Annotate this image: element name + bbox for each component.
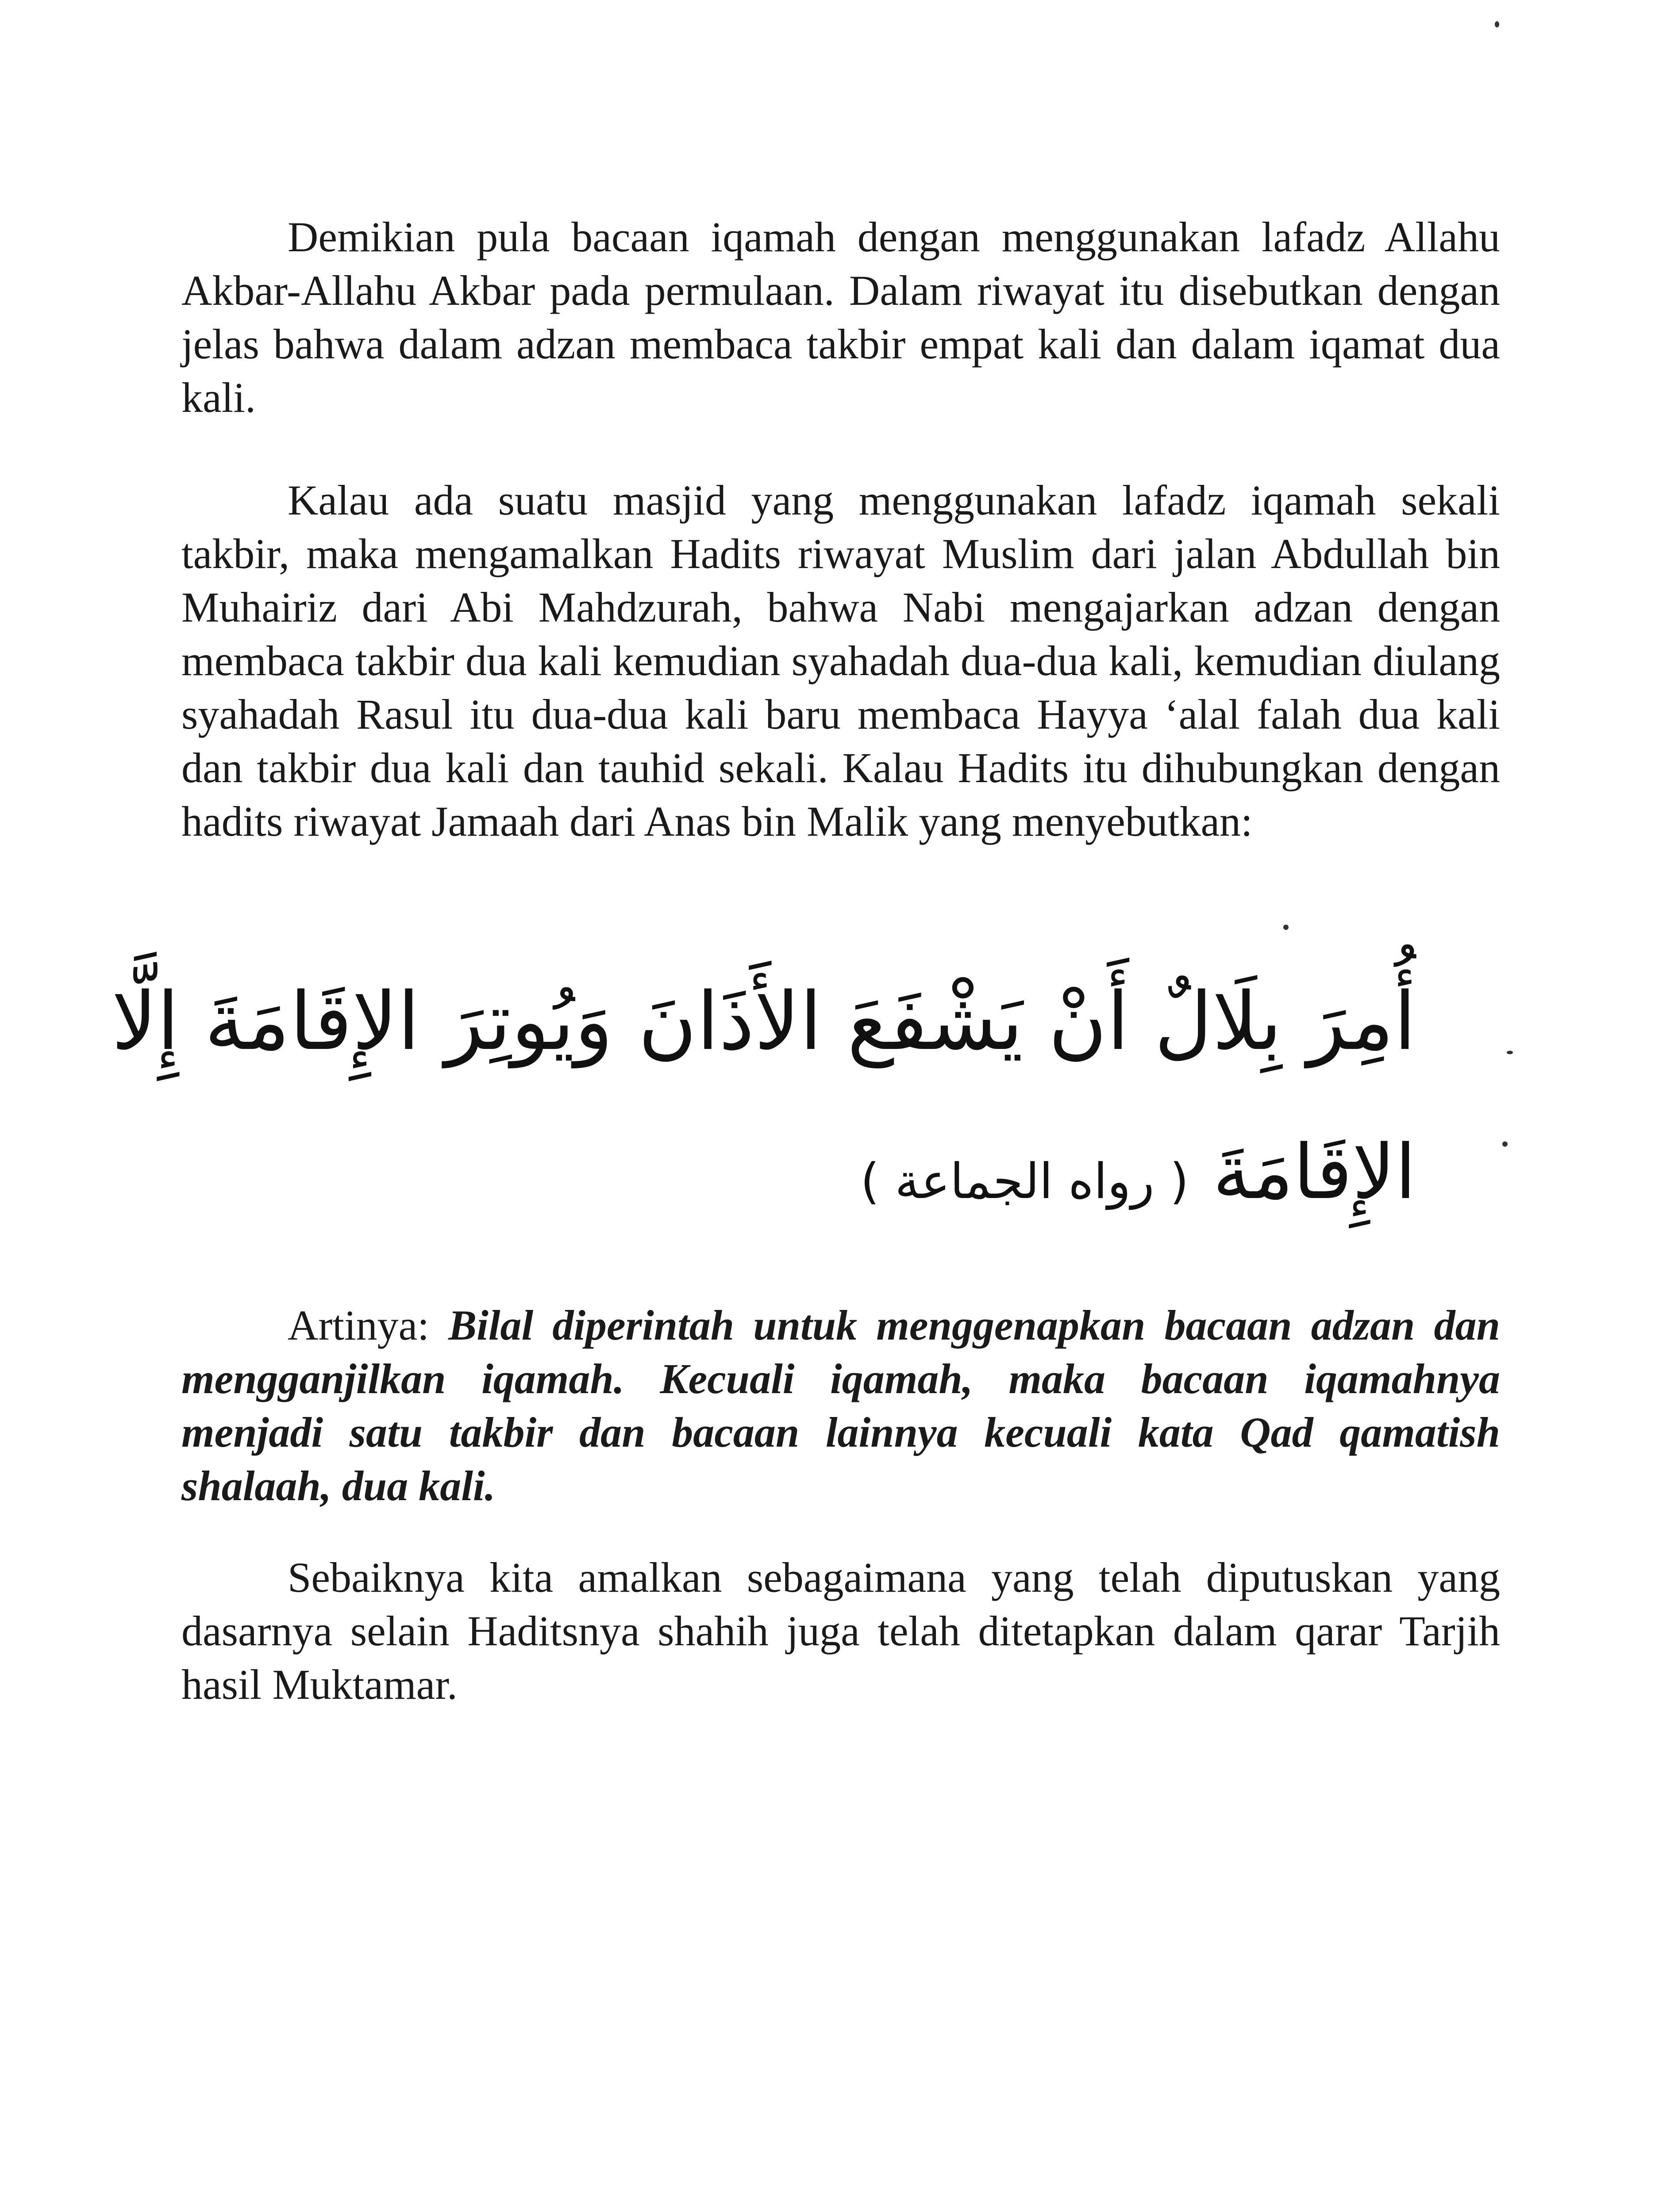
scan-speck [1283, 925, 1289, 930]
paragraph-iqamah-takbir [181, 210, 1500, 424]
paragraph-text: Kalau ada suatu masjid yang menggunakan lafadz iqamah sekali takbir, maka mengamalkan Hadits riwayat Muslim dari jalan Abdullah bin Muhairiz dari Abi Mahdzurah, bahwa Nabi mengajarkan adzan dengan membaca takbir dua kali kemudian syahadah dua-dua kali, kemudian diulang syahadah Rasul itu dua-dua kali baru membaca Hayya ‘alal falah dua kali dan takbir dua kali dan tauhid sekali. Kalau Hadits itu dihubungkan dengan hadits riwayat Jamaah dari Anas bin Malik yang menyebutkan: [181, 476, 1500, 845]
scan-speck [1507, 1051, 1513, 1054]
arabic-hadith-word: الإِقَامَةَ [1212, 1129, 1416, 1216]
translation-text [181, 1298, 1500, 1513]
paragraph-conclusion [181, 1551, 1500, 1711]
arabic-hadith-line-2 [248, 1119, 1416, 1234]
paragraph-text: Sebaiknya kita amalkan sebagaimana yang telah diputuskan yang dasarnya selain Haditsnya shahih juga telah ditetapkan dalam qarar Tarjih hasil Muktamar. [181, 1554, 1500, 1708]
arabic-hadith-line-1: أُمِرَ بِلَالٌ أَنْ يَشْفَعَ الأَذَانَ وَيُوتِرَ الإِقَامَةَ إِلَّا [112, 975, 1416, 1068]
translation-body: Bilal diperintah untuk menggenapkan bacaan adzan dan mengganjilkan iqamah. Kecuali iqamah, maka bacaan iqamahnya menjadi satu takbir dan bacaan lainnya kecuali kata Qad qamatish shalaah, dua kali. [181, 1302, 1501, 1509]
scan-speck [1502, 1141, 1508, 1147]
translation-paragraph [181, 1298, 1500, 1513]
paragraph-hadith-muslim [181, 473, 1500, 848]
translation-label: Artinya: [288, 1302, 429, 1349]
hadith-narrator: ( رواه الجماعة ) [860, 1153, 1189, 1210]
scan-speck [1495, 21, 1499, 27]
paragraph-text: Demikian pula bacaan iqamah dengan menggunakan lafadz Allahu Akbar-Allahu Akbar pada permulaan. Dalam riwayat itu disebutkan dengan jelas bahwa dalam adzan membaca takbir empat kali dan dalam iqamat dua kali. [181, 213, 1500, 421]
